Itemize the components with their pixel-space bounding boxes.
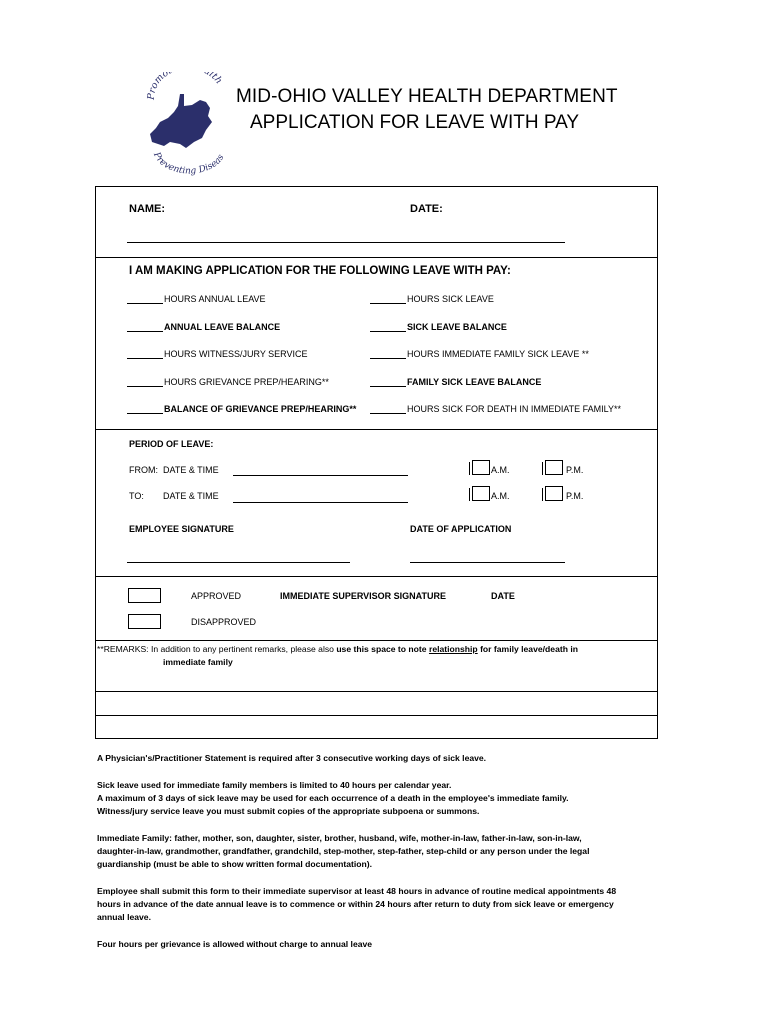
leave-item[interactable]: HOURS SICK FOR DEATH IN IMMEDIATE FAMILY** [370, 404, 621, 414]
remarks-text: **REMARKS: In addition to any pertinent remarks, please also use this space to note relationship for family leave/death in [97, 644, 578, 654]
leave-item[interactable]: HOURS WITNESS/JURY SERVICE [127, 349, 308, 359]
to-datetime-label: DATE & TIME [163, 491, 219, 501]
leave-item[interactable]: SICK LEAVE BALANCE [370, 322, 507, 332]
to-pm-checkbox[interactable] [545, 486, 563, 501]
period-label: PERIOD OF LEAVE: [129, 439, 214, 449]
leave-item[interactable]: BALANCE OF GRIEVANCE PREP/HEARING** [127, 404, 356, 414]
from-datetime-label: DATE & TIME [163, 465, 219, 475]
org-title: MID-OHIO VALLEY HEALTH DEPARTMENT [236, 86, 618, 107]
svg-text:Promoting Health [146, 72, 224, 101]
from-label: FROM: [129, 465, 158, 475]
witness-note: Witness/jury service leave you must submit copies of the appropriate subpoena or summons. [97, 806, 480, 816]
physician-note: A Physician's/Practitioner Statement is required after 3 consecutive working days of sick leave. [97, 753, 487, 763]
date-label: DATE: [410, 203, 443, 215]
employee-signature-line[interactable] [127, 562, 350, 563]
from-am-checkbox[interactable] [472, 460, 490, 475]
leave-heading: I AM MAKING APPLICATION FOR THE FOLLOWING LEAVE WITH PAY: [129, 265, 511, 277]
disapproved-label: DISAPPROVED [191, 617, 257, 627]
supervisor-signature-label: IMMEDIATE SUPERVISOR SIGNATURE [280, 591, 447, 601]
employee-signature-label: EMPLOYEE SIGNATURE [129, 524, 234, 534]
leave-item[interactable]: HOURS ANNUAL LEAVE [127, 294, 266, 304]
to-am-checkbox[interactable] [472, 486, 490, 501]
name-label: NAME: [129, 203, 166, 215]
supervisor-date-label: DATE [491, 591, 515, 601]
remarks-line2: immediate family [163, 657, 233, 667]
leave-item[interactable]: HOURS SICK LEAVE [370, 294, 494, 304]
date-of-application-label: DATE OF APPLICATION [410, 524, 512, 534]
grievance-note: Four hours per grievance is allowed without charge to annual leave [97, 939, 373, 949]
sick-leave-note-1: Sick leave used for immediate family members is limited to 40 hours per calendar year. [97, 780, 452, 790]
am-label: A.M. [491, 491, 510, 501]
divider [95, 429, 658, 430]
from-datetime-line[interactable] [233, 475, 408, 476]
to-datetime-line[interactable] [233, 502, 408, 503]
divider [95, 715, 658, 716]
divider [95, 257, 658, 258]
submission-note: Employee shall submit this form to their immediate supervisor at least 48 hours in advance of routine medical appointments 48 hours in advance of the date annual leave is to commence or within 24 hours after return to duty from sick leave or emergency annual leave. [97, 886, 617, 922]
west-virginia-logo [140, 72, 230, 177]
from-pm-checkbox[interactable] [545, 460, 563, 475]
approved-label: APPROVED [191, 591, 242, 601]
logo-text-top: Promo lth [145, 72, 225, 101]
divider [95, 691, 658, 692]
leave-item[interactable]: HOURS IMMEDIATE FAMILY SICK LEAVE ** [370, 349, 589, 359]
immediate-family-note: Immediate Family: father, mother, son, daughter, sister, brother, husband, wife, mother-in-law, father-in-law, son-in-law, daughter-in-law, grandmother, grandfather, grandchild, step-mother, step-father, step-child or any person under the legal guardianship (must be able to show written formal documentation). [97, 833, 590, 869]
leave-item[interactable]: ANNUAL LEAVE BALANCE [127, 322, 280, 332]
name-date-line[interactable] [127, 242, 565, 243]
approved-checkbox[interactable] [128, 588, 161, 603]
divider [95, 576, 658, 577]
divider [95, 640, 658, 641]
disapproved-checkbox[interactable] [128, 614, 161, 629]
form-title: APPLICATION FOR LEAVE WITH PAY [250, 112, 580, 133]
pm-label: P.M. [566, 465, 584, 475]
date-of-application-line[interactable] [410, 562, 565, 563]
pm-label: P.M. [566, 491, 584, 501]
logo-text-bottom: Preventing Diseas [151, 150, 227, 177]
leave-item[interactable]: FAMILY SICK LEAVE BALANCE [370, 377, 541, 387]
am-label: A.M. [491, 465, 510, 475]
leave-item[interactable]: HOURS GRIEVANCE PREP/HEARING** [127, 377, 329, 387]
sick-leave-note-2: A maximum of 3 days of sick leave may be used for each occurrence of a death in the employee's immediate family. [97, 793, 569, 803]
to-label: TO: [129, 491, 144, 501]
